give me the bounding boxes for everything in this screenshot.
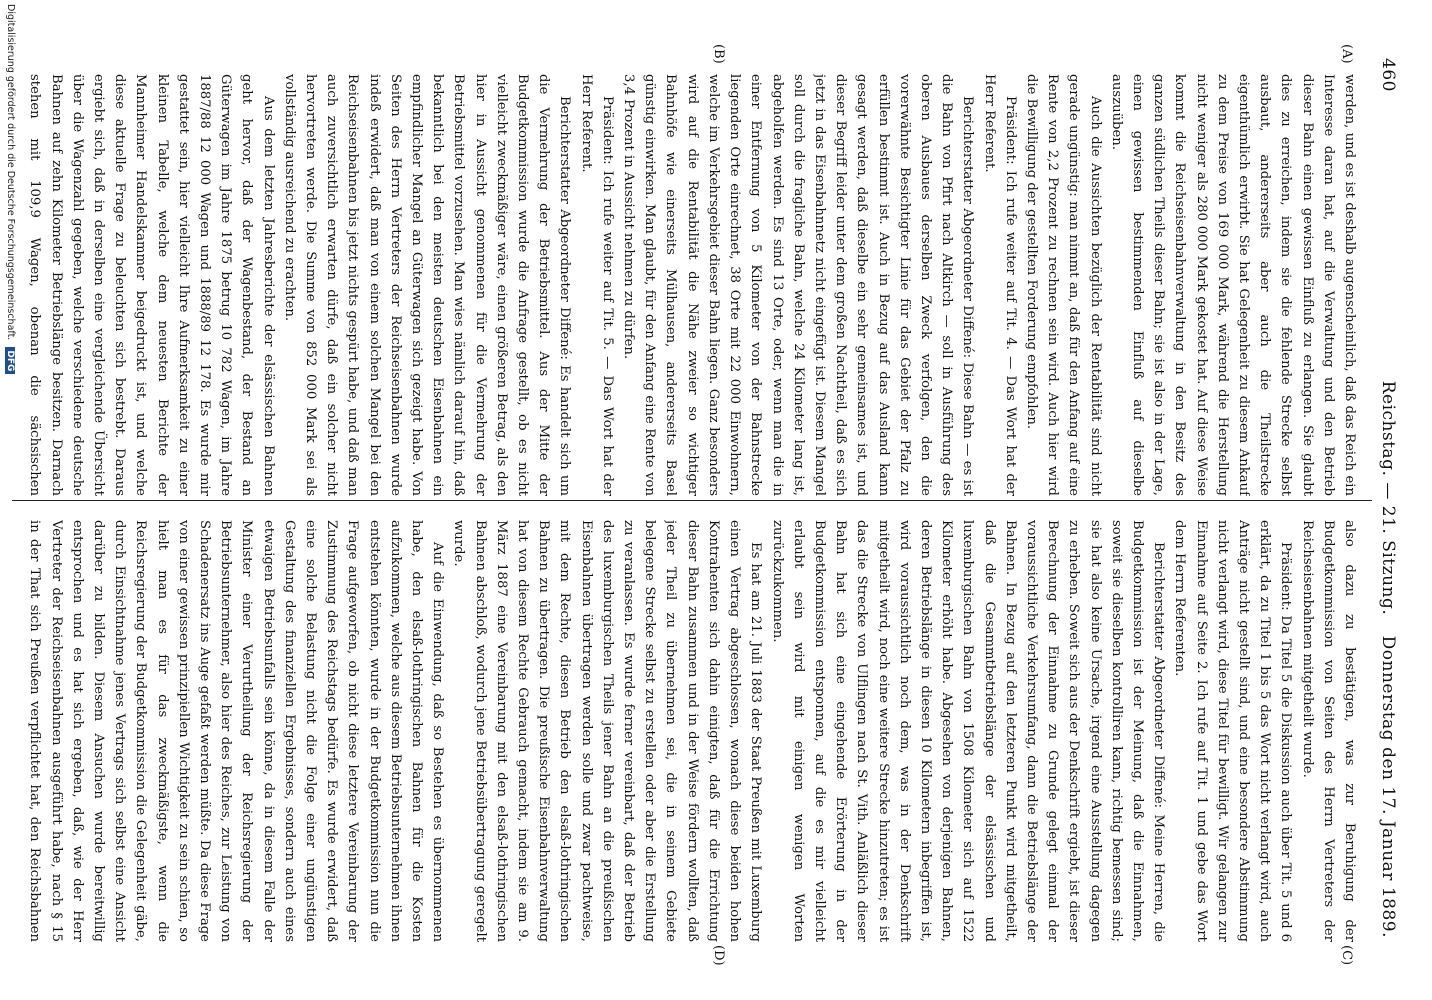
credit-text: Digitalisierung gefördert durch die Deutsche Forschungsgemeinschaft. xyxy=(5,4,16,341)
paragraph: Berichterstatter Abgeordneter Diffené: Es handelt sich um die Vermehrung der Betriebsmittel. Aus der Mitte der Budgetkommission wurde die Anfrage gestellt, ob es nicht vielleicht zweckmäßiger wäre, einen größeren Betrag, als den hier in Aussicht genommenen für die Vermehrung der Betriebsmittel vorzusehen. Man wies nämlich darauf hin, daß bekanntlich bei den meisten deutschen Eisenbahnen ein empfindlicher Mangel an Güterwagen sich gezeigt habe. Von Seiten des Herrn Vertreters der Reichseisenbahnen wurde indeß erwidert, daß man von einem solchen Mangel bei den Reichseisenbahnen bis jetzt nichts gespürt habe, und daß man auch zuversichtlich erwarten dürfe, daß ein solcher nicht hervortreten werde. Die Summe von 852 000 Mark sei als vollständig ausreichend zu erachten. xyxy=(281,74,573,496)
session-date: Donnerstag den 17. Januar 1889. xyxy=(1378,635,1398,938)
margin-mark-b: (B) xyxy=(711,44,726,64)
paragraph: Präsident: Ich rufe weiter auf Tit. 4. — Das Wort hat der Herr Referent. xyxy=(981,74,1018,496)
paragraph: Präsident: Da Titel 5 die Diskussion auch über Tit. 5 und 6 erklärt, da zu Titel 1 bis 5 das Wort nicht verlangt wird, auch Anträge nicht gestellt sind, und eine besondere Abstimmung nicht verlangt wird, diese Titel für bewilligt. Wir gelangen zur Einnahme auf Seite 2. Ich rufe auf Tit. 1 und gebe das Wort dem Herrn Referenten. xyxy=(1172,520,1294,942)
margin-mark-a: (A) xyxy=(1339,44,1354,64)
paragraph: Auf die Einwendung, daß so Bestehen es übernommenen habe, den elsaß-lothringischen Bahnen für die Kosten aufzukommen, welche aus diesem Betriebsunternehmen ihnen entstehen könnten, wurde in der Budgetkommission nun die Frage aufgeworfen, ob nicht diese letztere Vereinbarung der Zustimmung des Reichstags bedürfe. Es wurde erwidert, daß eine solche Belastung nicht die Folge einer ungünstigen Gestaltung des finanziellen Ergebnisses, sondern auch eines etwaigen Betriebsunfalls sein könne, da in diesem Falle der Minister einer Verurtheilung der Reichsregierung der Betriebsunternehmer, also hier des Reiches, zur Leistung von Schadenersatz ins Auge gefaßt werden müßte. Da diese Frage von einer gewissen prinzipiellen Wichtigkeit zu sein schien, so hielt man es für das zweckmäßigste, wenn die Reichsregierung der Budgetkommission die Gelegenheit gäbe, durch Einsichtnahme jenes Vertrags sich selbst eine Ansicht darüber zu bilden. Diesem Ansuchen wurde bereitwillig entsprochen und es hat sich ergeben, daß, wie der Herr Vertreter der Reichseisenbahnen ausgeführt habe, nach § 15 in der That sich Preußen verpflichtet hat, den Reichsbahnen xyxy=(27,520,446,942)
page-title: Reichstag. — 21. Sitzung. xyxy=(1378,380,1398,616)
paragraph: Auch die Aussichten bezüglich der Rentabilität sind nicht gerade ungünstig: man nimmt an, daß für den Anfang auf eine Rente von 2,2 Prozent zu rechnen sein wird. Auch hier wird die Bewilligung der gestellten Forderung empfohlen. xyxy=(1023,74,1103,496)
page-number: 460 xyxy=(1378,58,1398,92)
paragraph: Präsident: Ich rufe weiter auf Tit. 5. — Das Wort hat der Herr Referent. xyxy=(578,74,615,496)
paragraph: also dazu zu bestätigen, was zur Beruhigung der Budgetkommission von Seiten des Herrn Vertreters der Reichseisenbahnen mitgetheilt wurde. xyxy=(1299,520,1357,942)
paragraph: Es hat am 21. Juli 1883 der Staat Preußen mit Luxemburg einen Vertrag abgeschlossen, wonach diese beiden hohen Kontrahenten sich dahin einigten, daß für die Errichtung dieser Bahn zusammen und in der Weise fördern wollten, daß jeder Theil zu übernehmen sei, die in seinem Gebiete belegene Strecke selbst zu erstellen oder aber die Erstellung zu veranlassen. Es wurde ferner vereinbart, daß der Betrieb des luxemburgischen Theils jener Bahn an die preußischen Eisenbahnen übertragen werden solle und zwar pachtweise, mit dem Rechte, diesen Betrieb den elsaß-lothringischen Bahnen zu übertragen. Die preußische Eisenbahnverwaltung hat von diesem Rechte Gebrauch gemacht, indem sie am 9. März 1887 eine Vereinbarung mit den elsaß-lothringischen Bahnen abschloß, wodurch jene Betriebsübertragung geregelt wurde. xyxy=(451,520,764,942)
paragraph: Berichterstatter Abgeordneter Diffené: Diese Bahn — es ist die Bahn von Pfirt nach Altkirch — soll in Ausführung des oberen Ausbaues derselben Zweck verfolgen, den die vorerwähnte Besichtigter Linie für das Gebiet der Pfalz zu erfüllen bestimmt ist. Auch in Bezug auf das Ausland kann gesagt werden, daß dieselbe ein sehr gemeinsames ist, und dieser Begriff leider unter dem großen Nachtheil, daß es sich jetzt in das Eisenbahnnetz nicht eingefügt ist. Diesem Mangel soll durch die fragliche Bahn, welche 24 Kilometer lang ist, abgeholfen werden. Es sind 13 Orte, oder, wenn man die in einer Entfernung von 5 Kilometer von der Bahnstrecke liegenden Orte einrechnet, 38 Orte mit 22 000 Einwohnern, welche im Verkehrsgebiet dieser Bahn liegen. Ganz besonders wird auf die Rentabilität die Nähe zweier so wichtiger Bahnhöfe wie einerseits Mülhausen, andererseits Basel günstig einwirken. Man glaubt, für den Anfang eine Rente von 3,4 Prozent in Aussicht nehmen zu dürfen. xyxy=(621,74,976,496)
paragraph: werden, und es ist deshalb augenscheinlich, daß das Reich ein Interesse daran hat, auf die Verwaltung und den Betrieb dieser Bahn einen gewissen Einfluß zu erlangen. Sie glaubt dies zu erreichen, indem sie die fehlende Strecke selbst ausbaut, andererseits aber auch die Theilstrecke eigenthümlich erwirbt. Sie hat Gelegenheit zu diesem Ankauf zu dem Preise von 169 000 Mark, während die Herstellung nicht weniger als 280 000 Mark gekostet hat. Auf diese Weise kommt die Reichseisenbahnverwaltung in den Besitz des ganzen südlichen Theils dieser Bahn; sie ist also in der Lage, einen gewissen bestimmenden Einfluß auf dieselbe auszuüben. xyxy=(1108,74,1357,496)
page-header xyxy=(1370,58,1398,938)
column-divider xyxy=(12,500,1372,501)
paragraph: Berichterstatter Abgeordneter Diffené: Meine Herren, die Budgetkommission ist der Meinung, daß die Einnahmen, soweit sie dieselben kontrolliren kann, richtig bemessen sind; sie hat also keine Ursache, irgend eine Ausstellung dagegen zu erheben. Soweit sich aus der Denkschrift ergiebt, ist dieser Berechnung der Einnahme zu Grunde gelegt einmal der voraussichtliche Verkehrsumfang, dann die Betriebslänge der Bahnen. In Bezug auf den letzteren Punkt wird mitgetheilt, daß die Gesammtbetriebslänge der elsässischen und luxemburgischen Bahn von 1508 Kilometer sich auf 1522 Kilometer erhöht habe. Abgesehen von derjenigen Bahnen, deren Betriebslänge in diesen 10 Kilometern inbegriffen ist, wird voraussichtlich noch dem, was in der Denkschrift mitgetheilt wird, noch eine weitere Strecke hinzutreten; es ist das die Strecke von Ulflingen nach St. Vith. Anläßlich dieser Bahn hat sich eine eingehende Erörterung in der Budgetkommission entsponnen, auf die es mir vielleicht erlaubt sein wird mit einigen wenigen Worten zurückzukommen. xyxy=(769,520,1167,942)
margin-mark-c: (C) xyxy=(1339,945,1354,966)
right-text-column xyxy=(20,520,1360,942)
left-text-column xyxy=(20,74,1360,496)
dfg-logo: DFG xyxy=(5,347,15,374)
paragraph: Aus dem letzten Jahresberichte der elsässischen Bahnen geht hervor, daß der Wagenbestand, der Bestand an Güterwagen im Jahre 1875 betrug 10 782 Wagen, im Jahre 1887/88 12 000 Wagen und 1888/89 12 178. Es wurde mir gestattet sein, hier vielleicht Ihre Aufmerksamkeit zu einer kleinen Tabelle, welche dem neuesten Berichte der Mannheimer Handelskammer beigedruckt ist, und welche diese aktuelle Frage zu beleuchten sich bestrebt. Daraus ergiebt sich, daß in derselben eine vergleichende Übersicht über die Wagenzahl gegeben, welche verschiedene deutsche Bahnen auf zehn Kilometer Betriebslänge besitzen. Darnach stehen mit 109,9 Wagen, obenan die sächsischen xyxy=(27,74,276,496)
digitization-credit xyxy=(0,0,16,1000)
margin-mark-d: (D) xyxy=(711,945,726,966)
